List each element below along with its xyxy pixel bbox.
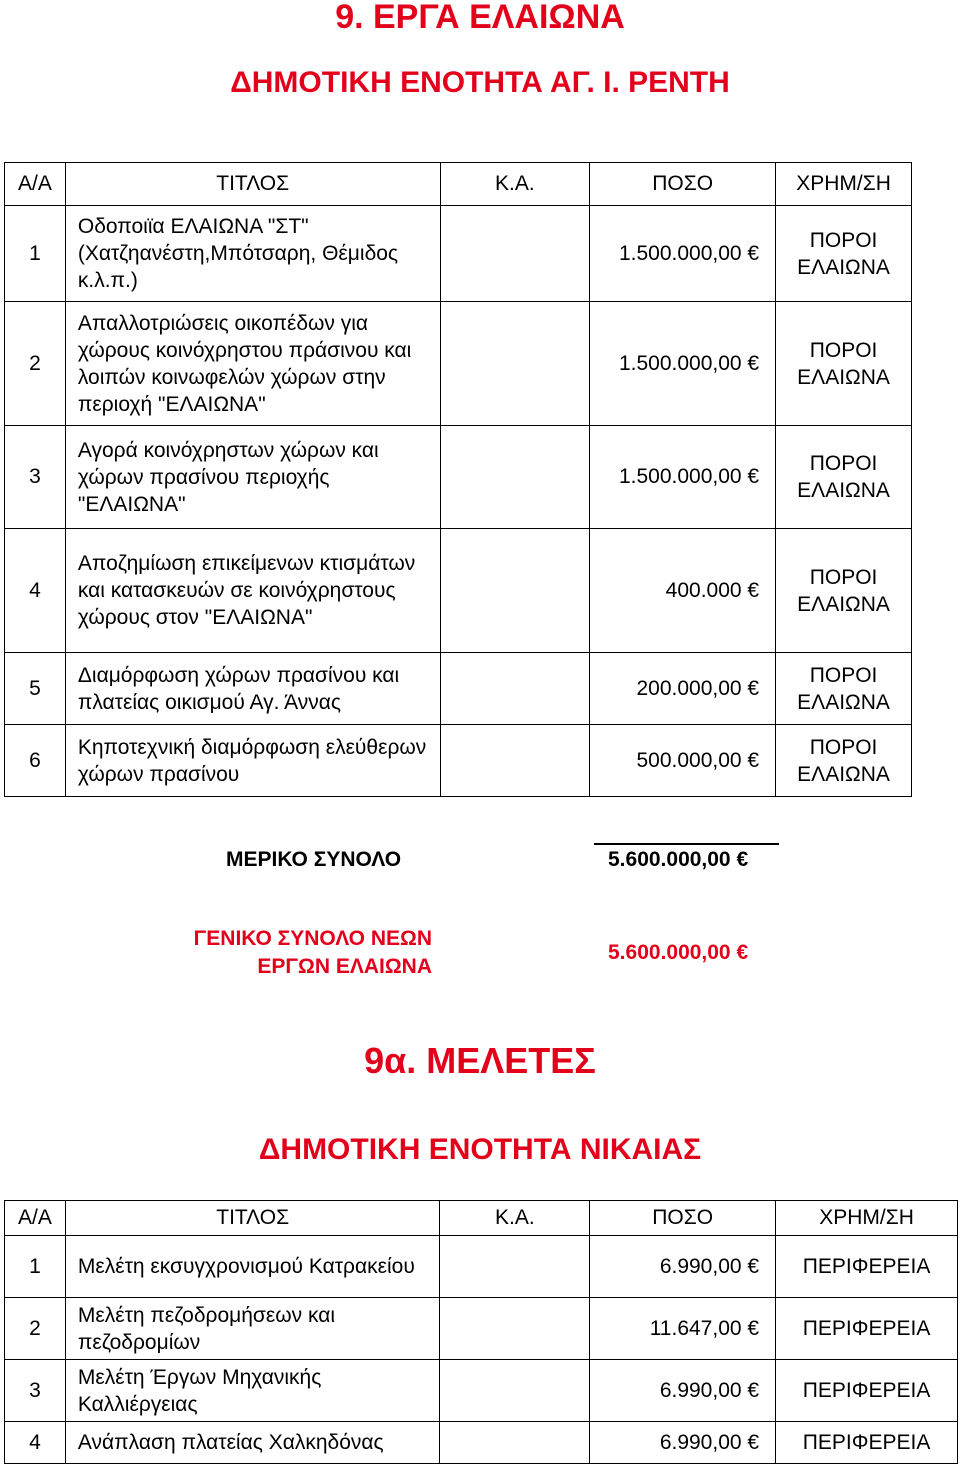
col-header-funding: ΧΡΗΜ/ΣΗ <box>776 163 912 206</box>
row-title: Απαλλοτριώσεις οικοπέδων για χώρους κοινόχρηστου πράσινου και λοιπών κοινωφελών χώρων στην περιοχή "ΕΛΑΙΩΝΑ" <box>65 302 440 426</box>
row-amount: 500.000,00 € <box>590 725 776 797</box>
col-header-aa: Α/Α <box>5 1201 66 1236</box>
subtotal-label: ΜΕΡΙΚΟ ΣΥΝΟΛΟ <box>226 848 402 871</box>
row-ka <box>440 1298 590 1360</box>
row-funding: ΠΟΡΟΙ ΕΛΑΙΩΝΑ <box>776 302 912 426</box>
row-ka <box>440 653 590 725</box>
row-number: 2 <box>5 302 66 426</box>
table-row <box>5 1236 958 1298</box>
table-row <box>5 653 912 725</box>
row-amount: 1.500.000,00 € <box>590 206 776 302</box>
table-row <box>5 206 912 302</box>
row-number: 2 <box>5 1298 66 1360</box>
row-ka <box>440 206 590 302</box>
row-amount: 1.500.000,00 € <box>590 302 776 426</box>
col-header-amount: ΠΟΣΟ <box>590 1201 776 1236</box>
row-amount: 6.990,00 € <box>590 1360 776 1422</box>
row-ka <box>440 725 590 797</box>
row-number: 1 <box>5 206 66 302</box>
row-title: Διαμόρφωση χώρων πρασίνου και πλατείας οικισμού Αγ. Άννας <box>65 653 440 725</box>
row-amount: 6.990,00 € <box>590 1422 776 1464</box>
table-row <box>5 426 912 529</box>
grand-total-value: 5.600.000,00 € <box>608 941 749 964</box>
row-title: Μελέτη εκσυγχρονισμού Κατρακείου <box>65 1236 440 1298</box>
row-number: 6 <box>5 725 66 797</box>
section1-subheading: ΔΗΜΟΤΙΚΗ ΕΝΟΤΗΤΑ ΑΓ. Ι. ΡΕΝΤΗ <box>230 66 730 99</box>
table-row <box>5 302 912 426</box>
studies-table <box>4 1200 958 1464</box>
row-title: Μελέτη Έργων Μηχανικής Καλλιέργειας <box>65 1360 440 1422</box>
row-amount: 1.500.000,00 € <box>590 426 776 529</box>
row-title: Ανάπλαση πλατείας Χαλκηδόνας <box>65 1422 440 1464</box>
row-ka <box>440 426 590 529</box>
col-header-title: ΤΙΤΛΟΣ <box>65 1201 440 1236</box>
row-title: Οδοποιϊα ΕΛΑΙΩΝΑ "ΣΤ" (Χατζηανέστη,Μπότσαρη, Θέμιδος κ.λ.π.) <box>65 206 440 302</box>
row-title: Κηποτεχνική διαμόρφωση ελεύθερων χώρων πρασίνου <box>65 725 440 797</box>
row-number: 3 <box>5 426 66 529</box>
row-number: 4 <box>5 529 66 653</box>
grand-total-label-line2: ΕΡΓΩΝ ΕΛΑΙΩΝΑ <box>257 955 432 978</box>
works-table <box>4 162 912 797</box>
row-funding: ΠΟΡΟΙ ΕΛΑΙΩΝΑ <box>776 206 912 302</box>
row-funding: ΠΟΡΟΙ ΕΛΑΙΩΝΑ <box>776 426 912 529</box>
section2-subheading: ΔΗΜΟΤΙΚΗ ΕΝΟΤΗΤΑ ΝΙΚΑΙΑΣ <box>258 1133 702 1166</box>
table-row <box>5 1298 958 1360</box>
row-ka <box>440 529 590 653</box>
table-row <box>5 529 912 653</box>
table-header-row <box>5 1201 958 1236</box>
col-header-ka: Κ.Α. <box>440 163 590 206</box>
row-title: Μελέτη πεζοδρομήσεων και πεζοδρομίων <box>65 1298 440 1360</box>
table-row <box>5 725 912 797</box>
col-header-aa: Α/Α <box>5 163 66 206</box>
row-number: 5 <box>5 653 66 725</box>
row-funding: ΠΕΡΙΦΕΡΕΙΑ <box>776 1422 958 1464</box>
row-title: Αγορά κοινόχρηστων χώρων και χώρων πρασίνου περιοχής "ΕΛΑΙΩΝΑ" <box>65 426 440 529</box>
col-header-title: ΤΙΤΛΟΣ <box>65 163 440 206</box>
row-ka <box>440 1236 590 1298</box>
subtotal-rule <box>594 843 779 845</box>
section2-heading: 9α. ΜΕΛΕΤΕΣ <box>364 1040 596 1081</box>
row-ka <box>440 1422 590 1464</box>
row-amount: 11.647,00 € <box>590 1298 776 1360</box>
subtotal-value: 5.600.000,00 € <box>608 848 749 871</box>
table-row <box>5 1360 958 1422</box>
row-ka <box>440 302 590 426</box>
row-funding: ΠΟΡΟΙ ΕΛΑΙΩΝΑ <box>776 653 912 725</box>
row-number: 4 <box>5 1422 66 1464</box>
row-funding: ΠΕΡΙΦΕΡΕΙΑ <box>776 1236 958 1298</box>
row-amount: 400.000 € <box>590 529 776 653</box>
col-header-funding: ΧΡΗΜ/ΣΗ <box>776 1201 958 1236</box>
row-funding: ΠΟΡΟΙ ΕΛΑΙΩΝΑ <box>776 725 912 797</box>
row-number: 3 <box>5 1360 66 1422</box>
row-number: 1 <box>5 1236 66 1298</box>
row-funding: ΠΕΡΙΦΕΡΕΙΑ <box>776 1360 958 1422</box>
table-header-row <box>5 163 912 206</box>
row-amount: 6.990,00 € <box>590 1236 776 1298</box>
row-ka <box>440 1360 590 1422</box>
row-title: Αποζημίωση επικείμενων κτισμάτων και κατασκευών σε κοινόχρηστους χώρους στον "ΕΛΑΙΩΝΑ" <box>65 529 440 653</box>
table-row <box>5 1422 958 1464</box>
row-funding: ΠΕΡΙΦΕΡΕΙΑ <box>776 1298 958 1360</box>
row-amount: 200.000,00 € <box>590 653 776 725</box>
col-header-ka: Κ.Α. <box>440 1201 590 1236</box>
section1-heading: 9. ΕΡΓΑ ΕΛΑΙΩΝΑ <box>335 0 625 36</box>
col-header-amount: ΠΟΣΟ <box>590 163 776 206</box>
grand-total-label-line1: ΓΕΝΙΚΟ ΣΥΝΟΛΟ ΝΕΩΝ <box>193 927 432 950</box>
row-funding: ΠΟΡΟΙ ΕΛΑΙΩΝΑ <box>776 529 912 653</box>
